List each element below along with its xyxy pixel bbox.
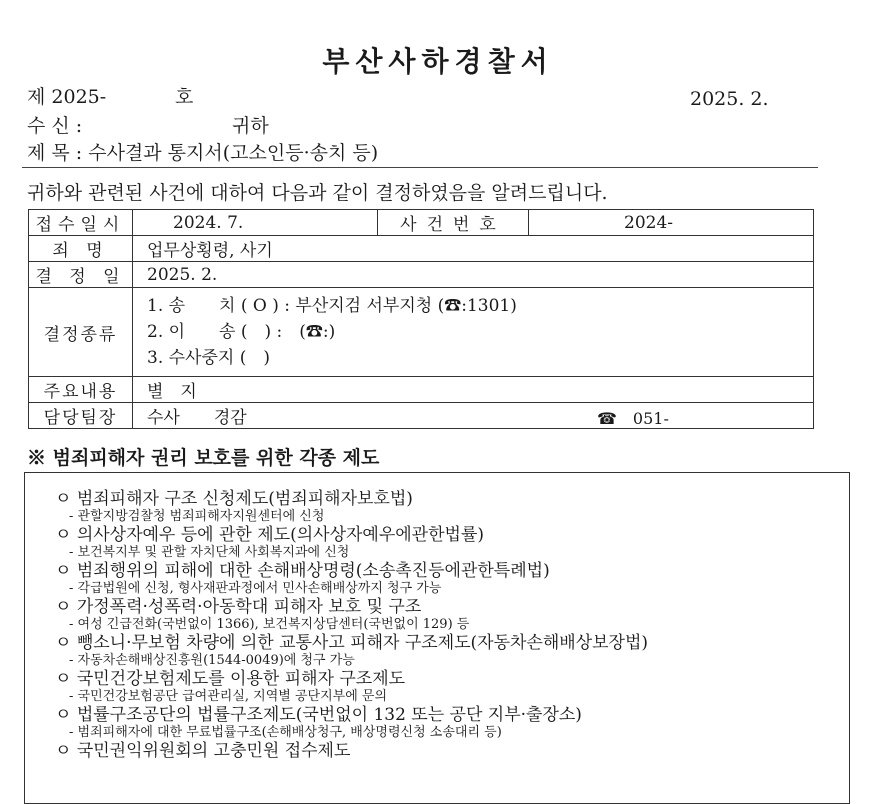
intro-text: 귀하와 관련된 사건에 대하여 다음과 같이 결정하였음을 알려드립니다.	[27, 182, 608, 204]
table-row	[29, 377, 814, 403]
charge-label: 죄 명	[29, 236, 133, 262]
program-desc: - 관할지방검찰청 범죄피해자지원센터에 신청	[69, 509, 325, 524]
list-item	[55, 741, 350, 761]
recipient-suffix: 귀하	[232, 115, 269, 137]
document-title: 부산사하경찰서	[322, 45, 554, 78]
decision-line-suspension: 3. 수사중지 ( )	[147, 348, 270, 368]
program-title: ㅇ 범죄피해자 구조 신청제도(범죄피해자보호법)	[55, 489, 413, 509]
decision-line-transfer-agency: 2. 이 송 ( ) : (☎:)	[147, 322, 336, 342]
main-content-value: 별 지	[133, 377, 814, 403]
main-content-label: 주요내용	[29, 377, 133, 403]
table-row	[29, 288, 814, 377]
list-item	[55, 633, 648, 669]
receipt-date-label: 접수일시	[29, 210, 133, 236]
recipient-label: 수 신 :	[27, 115, 83, 137]
table-row	[29, 236, 814, 262]
list-item	[55, 597, 469, 633]
header-divider	[22, 167, 818, 168]
section-title: ※ 범죄피해자 권리 보호를 위한 각종 제도	[27, 447, 380, 469]
table-row	[29, 403, 814, 429]
program-title: ㅇ 국민건강보험제도를 이용한 피해자 구조제도	[55, 669, 406, 689]
officer-value-cell	[133, 403, 814, 429]
program-title: ㅇ 범죄행위의 피해에 대한 손해배상명령(소송촉진등에관한특례법)	[55, 561, 550, 581]
program-desc: - 여성 긴급전화(국번없이 1366), 보건복지상담센터(국번없이 129) 등	[69, 617, 470, 632]
list-item	[55, 705, 582, 741]
programs-box	[24, 472, 850, 804]
table-row	[29, 262, 814, 288]
program-title: ㅇ 의사상자예우 등에 관한 제도(의사상자예우에관한법률)	[55, 525, 485, 545]
charge-value: 업무상횡령, 사기	[133, 236, 814, 262]
list-item	[55, 669, 405, 705]
decision-date-value: 2025. 2.	[133, 262, 814, 288]
program-title: ㅇ 법률구조공단의 법률구조제도(국번없이 132 또는 공단 지부·출장소)	[55, 705, 582, 725]
document-number-suffix: 호	[175, 86, 194, 108]
program-desc: - 각급법원에 신청, 형사재판과정에서 민사손해배상까지 청구 가능	[69, 581, 442, 596]
program-desc: - 국민건강보험공단 급여관리실, 지역별 공단지부에 문의	[69, 689, 388, 704]
list-item	[55, 525, 484, 561]
case-number-label: 사건번호	[378, 210, 529, 236]
program-desc: - 보건복지부 및 관할 자치단체 사회복지과에 신청	[69, 545, 350, 560]
decision-type-label: 결정종류	[29, 288, 133, 377]
case-info-table	[28, 209, 814, 429]
table-row	[29, 210, 814, 236]
program-title: ㅇ 국민권익위원회의 고충민원 접수제도	[55, 741, 351, 761]
subject-line: 제 목 : 수사결과 통지서(고소인등·송치 등)	[27, 142, 379, 164]
program-title: ㅇ 뺑소니·무보험 차량에 의한 교통사고 피해자 구조제도(자동차손해배상보장법)	[55, 633, 649, 653]
decision-date-label: 결 정 일	[29, 262, 133, 288]
program-desc: - 범죄피해자에 대한 무료법률구조(손해배상청구, 배상명령신청 소송대리 등)	[69, 725, 502, 740]
list-item	[55, 489, 413, 525]
decision-line-transfer-prosecution: 1. 송 치 ( O ) : 부산지검 서부지청 (☎:1301)	[147, 296, 517, 316]
program-title: ㅇ 가정폭력·성폭력·아동학대 피해자 보호 및 구조	[55, 597, 422, 617]
decision-type-value	[133, 288, 814, 377]
officer-phone: ☎ 051-	[597, 409, 669, 428]
document-date: 2025. 2.	[690, 88, 769, 110]
document-number-label: 제 2025-	[27, 86, 107, 108]
officer-value: 수사 경감	[147, 408, 247, 428]
case-number-value: 2024-	[529, 210, 814, 236]
list-item	[55, 561, 550, 597]
program-desc: - 자동차손해배상진흥원(1544-0049)에 청구 가능	[69, 653, 355, 668]
officer-label: 담당팀장	[29, 403, 133, 429]
receipt-date-value: 2024. 7.	[133, 210, 378, 236]
